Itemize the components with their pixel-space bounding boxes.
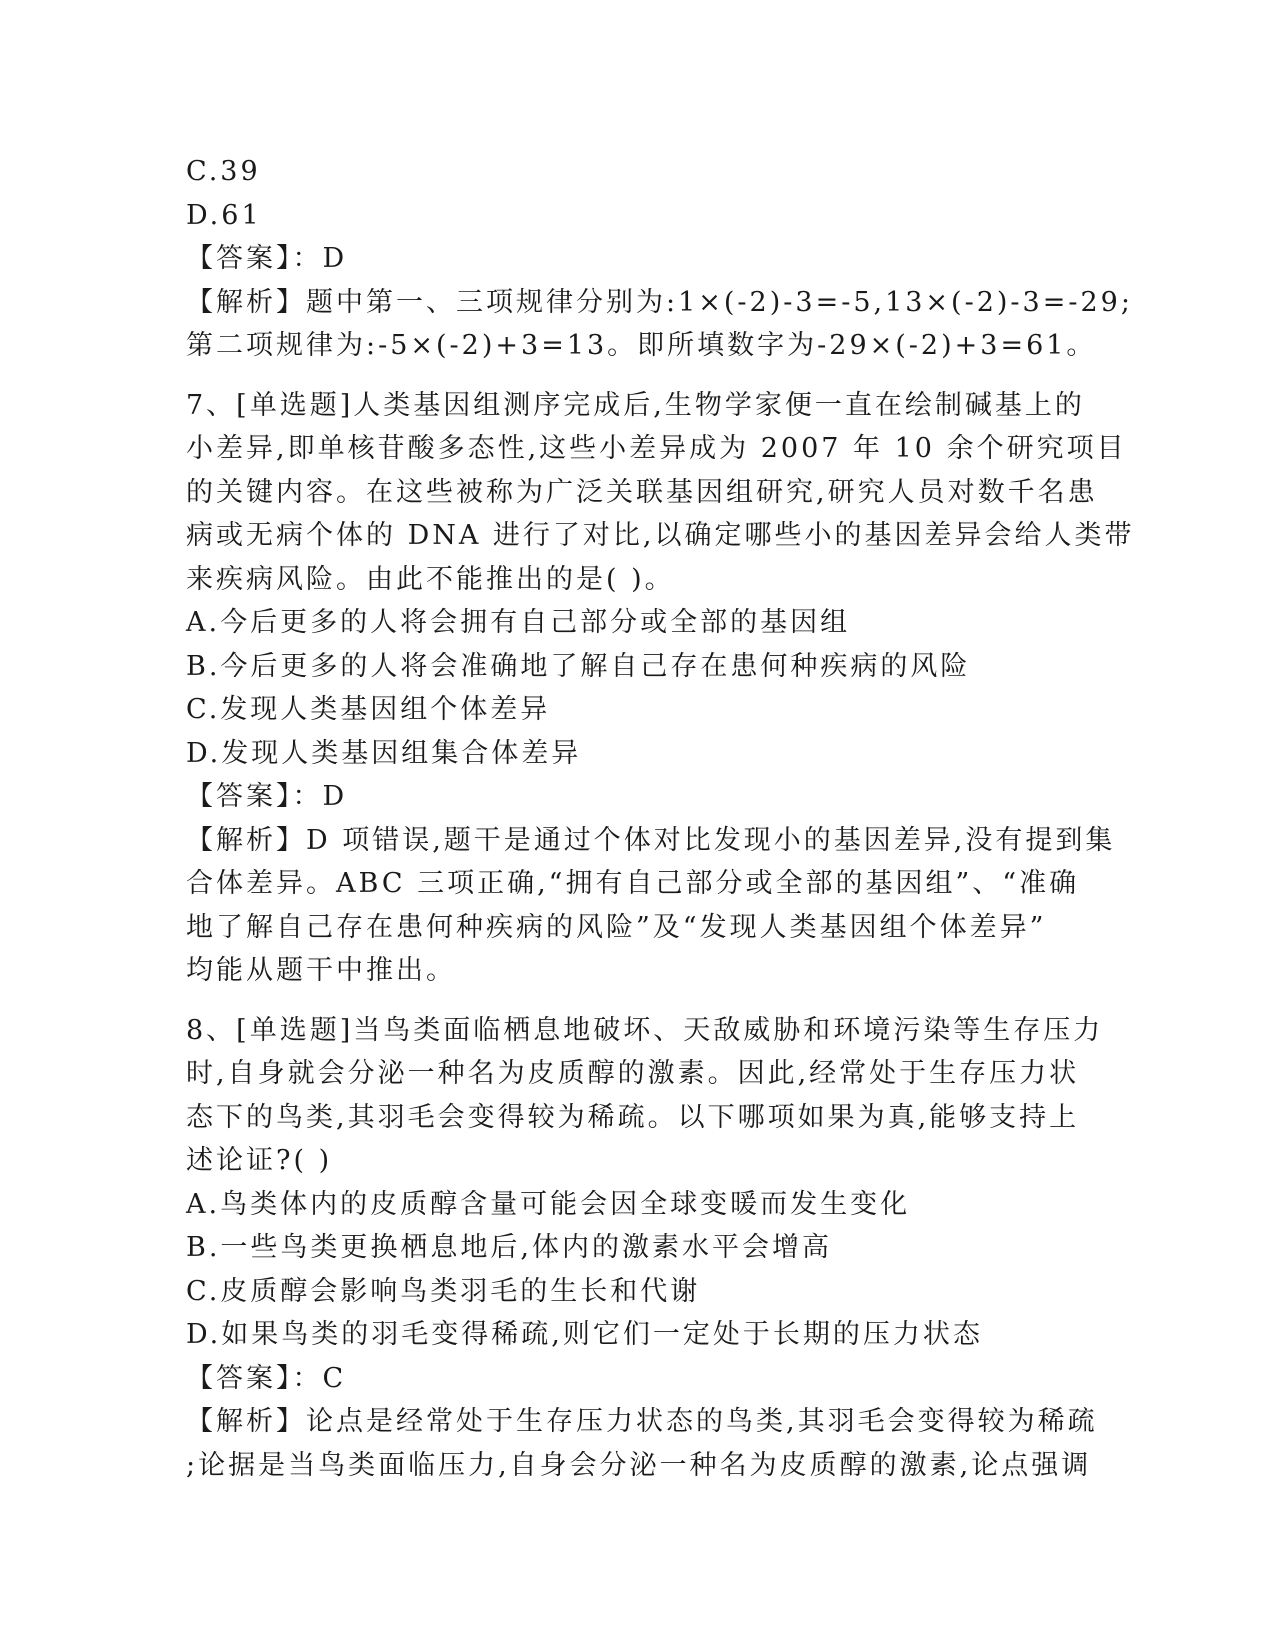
stem-line: 时,自身就会分泌一种名为皮质醇的激素。因此,经常处于生存压力状 — [186, 1058, 1080, 1089]
answer: 【答案】：D — [186, 243, 348, 274]
analysis-line: 合体差异。ABC 三项正确,“拥有自己部分或全部的基因组”、“准确 — [186, 868, 1080, 899]
option-a: A.今后更多的人将会拥有自己部分或全部的基因组 — [186, 607, 851, 638]
stem-line: 小差异,即单核苷酸多态性,这些小差异成为 2007 年 10 余个研究项目 — [186, 433, 1127, 464]
analysis-line: 地了解自己存在患何种疾病的风险”及“发现人类基因组个体差异” — [186, 911, 1047, 943]
prev-question — [186, 150, 1133, 368]
document-page — [186, 150, 1135, 1487]
analysis-line: 【解析】D 项错误,题干是通过个体对比发现小的基因差异,没有提到集 — [186, 824, 1116, 856]
question-8 — [186, 1009, 1104, 1488]
analysis-line: 第二项规律为:-5×(-2)+3=13。即所填数字为-29×(-2)+3=61。 — [186, 330, 1097, 361]
stem-line: 态下的鸟类,其羽毛会变得较为稀疏。以下哪项如果为真,能够支持上 — [186, 1101, 1080, 1133]
option-d: D.如果鸟类的羽毛变得稀疏,则它们一定处于长期的压力状态 — [186, 1319, 983, 1350]
option-c: C.39 — [186, 156, 261, 187]
option-c: C.发现人类基因组个体差异 — [186, 694, 551, 725]
stem-line: 的关键内容。在这些被称为广泛关联基因组研究,研究人员对数千名患 — [186, 476, 1098, 508]
option-b: B.一些鸟类更换栖息地后,体内的激素水平会增高 — [186, 1232, 833, 1263]
stem-line: 8、[单选题]当鸟类面临栖息地破坏、天敌威胁和环境污染等生存压力 — [186, 1014, 1104, 1046]
stem-line: 来疾病风险。由此不能推出的是( )。 — [186, 563, 675, 595]
option-a: A.鸟类体内的皮质醇含量可能会因全球变暖而发生变化 — [186, 1188, 911, 1220]
question-stem — [186, 1009, 1104, 1183]
option-b: B.今后更多的人将会准确地了解自己存在患何种疾病的风险 — [186, 650, 971, 682]
stem-line: 7、[单选题]人类基因组测序完成后,生物学家便一直在绘制碱基上的 — [186, 389, 1085, 421]
option-d: D.61 — [186, 199, 262, 231]
analysis-line: 【解析】题中第一、三项规律分别为:1×(-2)-3=-5,13×(-2)-3=-29; — [186, 286, 1133, 318]
analysis-line: 均能从题干中推出。 — [186, 955, 456, 986]
answer: 【答案】：C — [186, 1362, 347, 1394]
question-7 — [186, 384, 1135, 993]
stem-line: 述论证?( ) — [186, 1145, 333, 1176]
stem-line: 病或无病个体的 DNA 进行了对比,以确定哪些小的基因差异会给人类带 — [186, 520, 1135, 551]
question-stem — [186, 384, 1135, 602]
option-d: D.发现人类基因组集合体差异 — [186, 737, 582, 769]
option-c: C.皮质醇会影响鸟类羽毛的生长和代谢 — [186, 1275, 701, 1307]
answer: 【答案】：D — [186, 781, 348, 812]
analysis-line: 【解析】论点是经常处于生存压力状态的鸟类,其羽毛会变得较为稀疏 — [186, 1406, 1098, 1437]
analysis-line: ;论据是当鸟类面临压力,自身会分泌一种名为皮质醇的激素,论点强调 — [186, 1449, 1092, 1481]
